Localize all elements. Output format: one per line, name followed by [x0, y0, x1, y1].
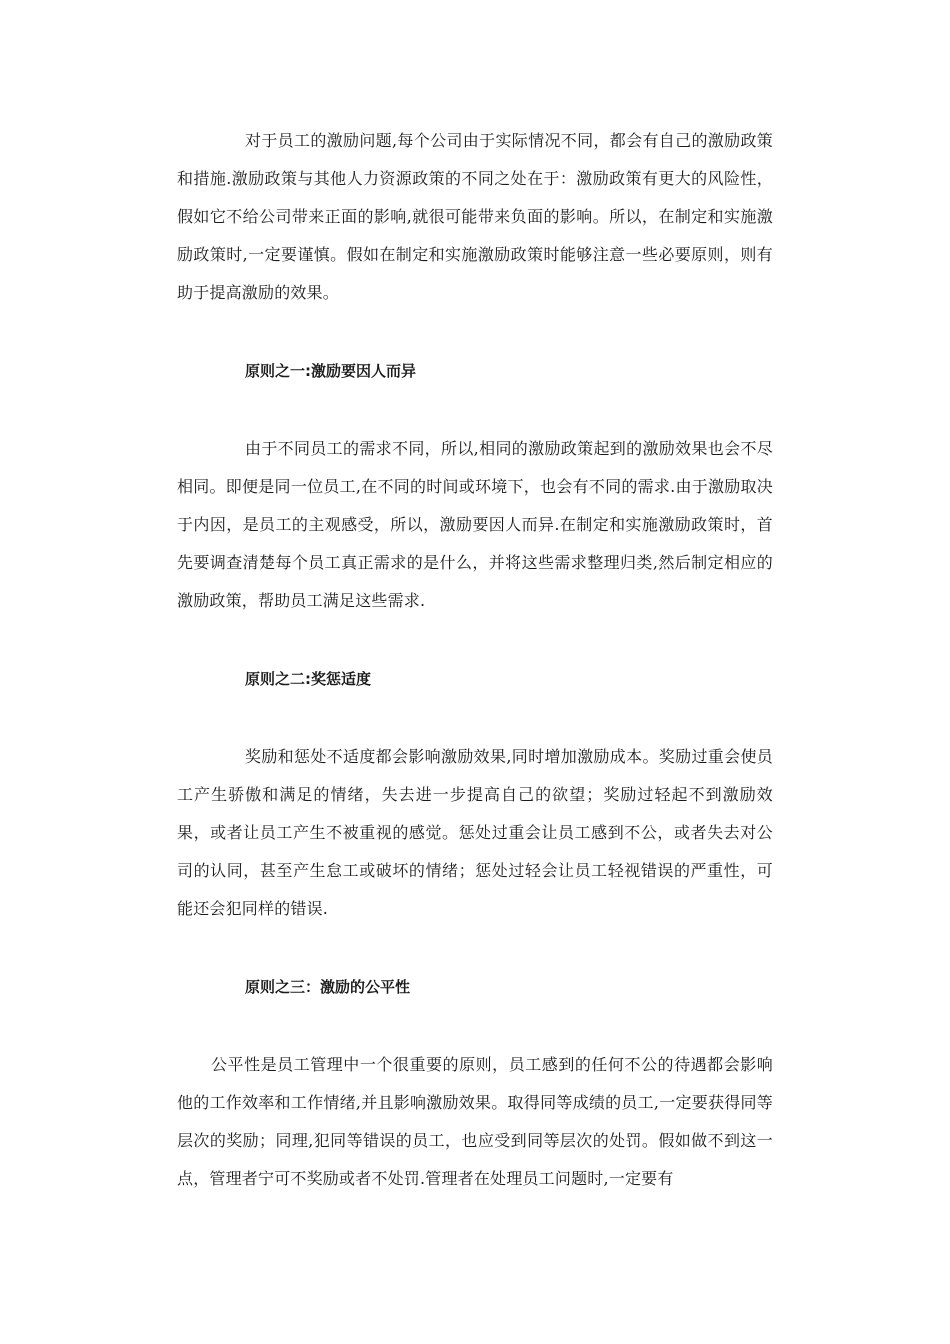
- spacer: [177, 312, 773, 352]
- spacer: [177, 928, 773, 968]
- section-heading-2: 原则之二:奖惩适度: [245, 670, 371, 688]
- section-body-3: 公平性是员工管理中一个很重要的原则，员工感到的任何不公的待遇都会影响他的工作效率和工作情绪,并且影响激励效果。取得同等成绩的员工,一定要获得同等层次的奖励；同理,犯同等错误的员工，也应受到同等层次的处罚。假如做不到这一点，管理者宁可不奖励或者不处罚.管理者在处理员工问题时,一定要有: [177, 1055, 773, 1188]
- spacer: [177, 390, 773, 430]
- section-body-1: 由于不同员工的需求不同，所以,相同的激励政策起到的激励效果也会不尽相同。即便是同一位员工,在不同的时间或环境下，也会有不同的需求.由于激励取决于内因，是员工的主观感受，所以，激励要因人而异.在制定和实施激励政策时，首先要调查清楚每个员工真正需求的是什么，并将这些需求整理归类,然后制定相应的激励政策，帮助员工满足这些需求.: [177, 439, 773, 610]
- section-heading-3: 原则之三：激励的公平性: [245, 978, 411, 996]
- section-body-2: 奖励和惩处不适度都会影响激励效果,同时增加激励成本。奖励过重会使员工产生骄傲和满足的情绪，失去进一步提高自己的欲望；奖励过轻起不到激励效果，或者让员工产生不被重视的感觉。惩处过重会让员工感到不公，或者失去对公司的认同，甚至产生怠工或破坏的情绪；惩处过轻会让员工轻视错误的严重性，可能还会犯同样的错误.: [177, 747, 773, 918]
- spacer: [177, 698, 773, 738]
- intro-paragraph: 对于员工的激励问题,每个公司由于实际情况不同，都会有自己的激励政策和措施.激励政策与其他人力资源政策的不同之处在于：激励政策有更大的风险性，假如它不给公司带来正面的影响,就很可能带来负面的影响。所以，在制定和实施激励政策时,一定要谨慎。假如在制定和实施激励政策时能够注意一些必要原则，则有助于提高激励的效果。: [177, 131, 773, 302]
- section-heading-1: 原则之一:激励要因人而异: [245, 362, 416, 380]
- document-body: [177, 122, 773, 1198]
- spacer: [177, 1006, 773, 1046]
- spacer: [177, 620, 773, 660]
